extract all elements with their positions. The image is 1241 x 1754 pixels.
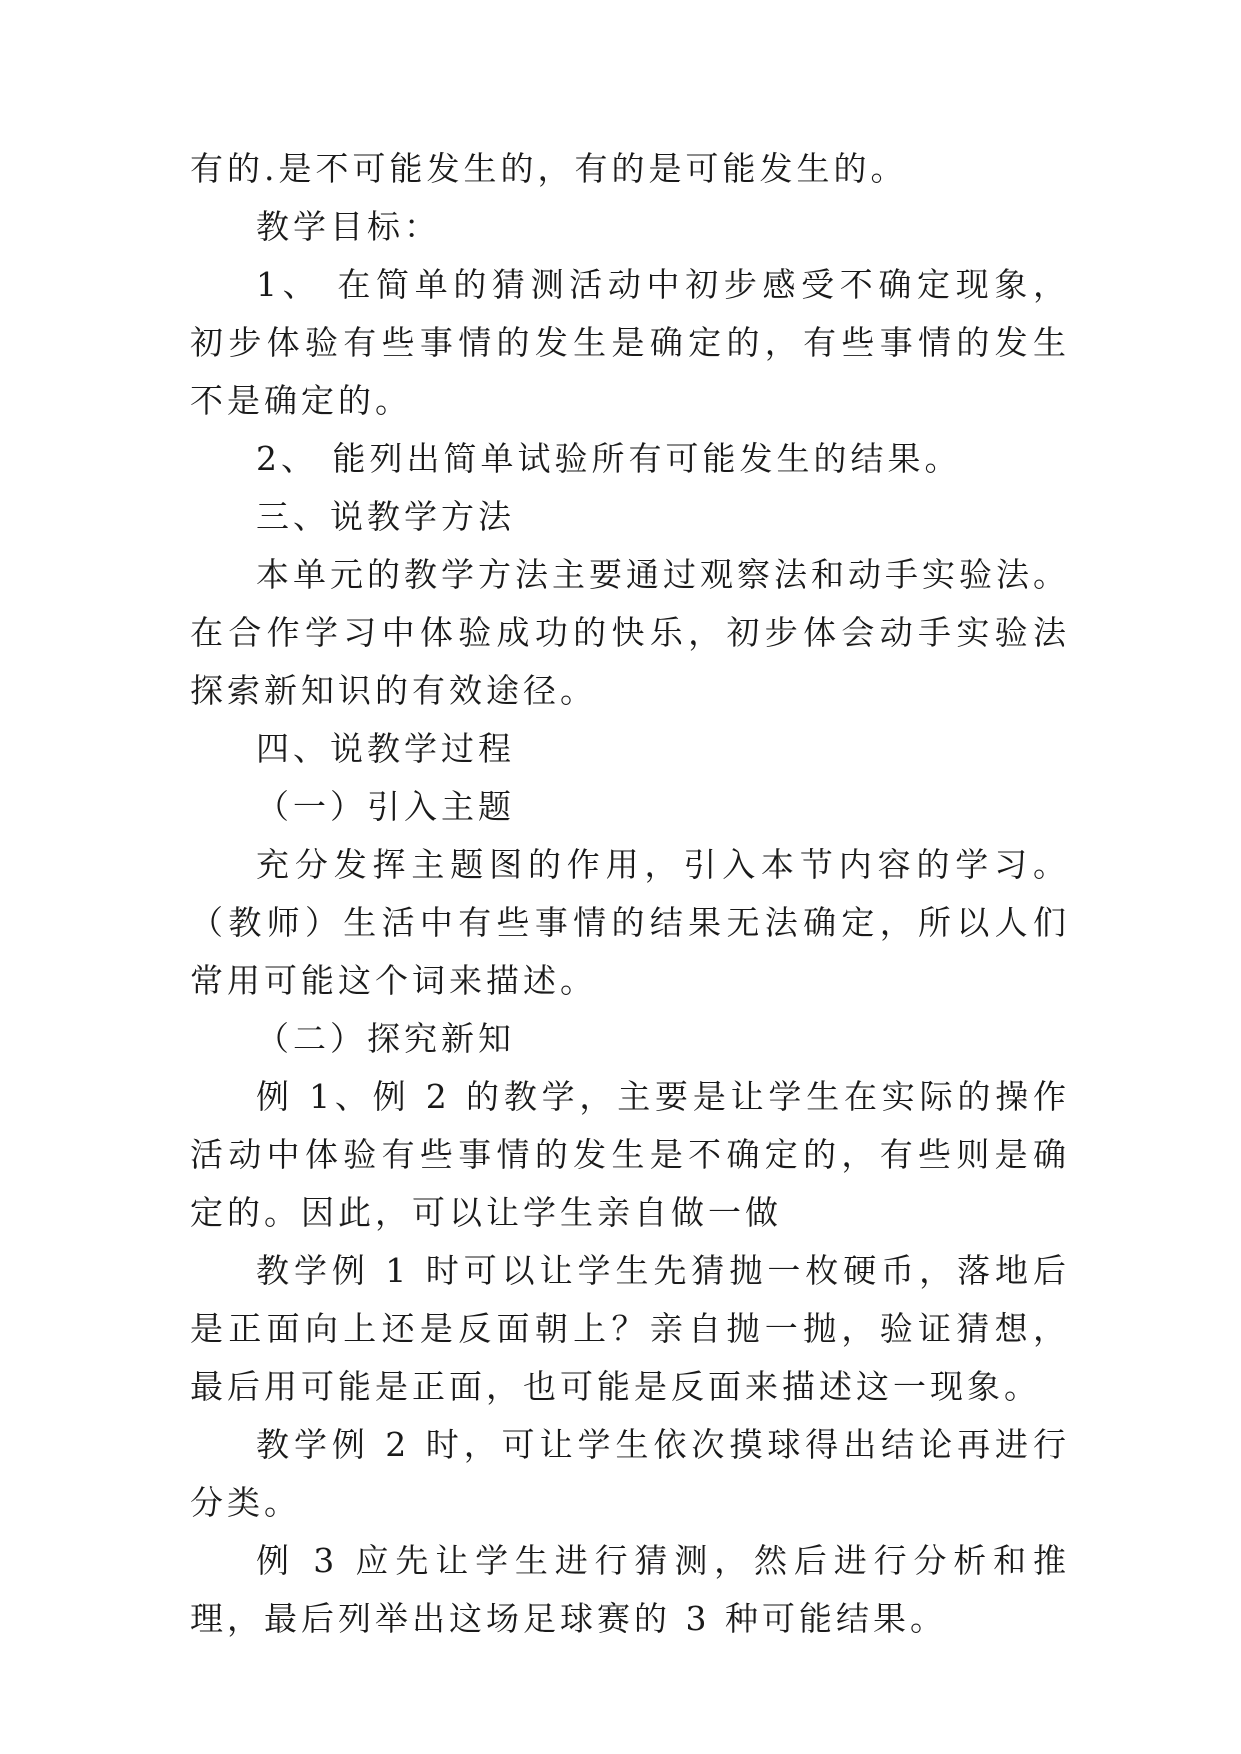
explore-paragraph-1: 例 1、例 2 的教学，主要是让学生在实际的操作活动中体验有些事情的发生是不确定的，有些则是确定的。因此，可以让学生亲自做一做 bbox=[190, 1077, 1070, 1232]
methods-paragraph: 本单元的教学方法主要通过观察法和动手实验法。在合作学习中体验成功的快乐，初步体会动手实验法探索新知识的有效途径。 bbox=[190, 555, 1070, 710]
explore-paragraph-2: 教学例 1 时可以让学生先猜抛一枚硬币，落地后是正面向上还是反面朝上？亲自抛一抛，验证猜想，最后用可能是正面，也可能是反面来描述这一现象。 bbox=[190, 1251, 1070, 1406]
section-heading-methods: 三、说教学方法 bbox=[256, 497, 515, 536]
subheading-explore-knowledge: （二）探究新知 bbox=[256, 1019, 515, 1058]
teaching-goals-heading: 教学目标： bbox=[256, 207, 441, 246]
explore-paragraph-3: 教学例 2 时，可让学生依次摸球得出结论再进行分类。 bbox=[190, 1425, 1070, 1522]
section-heading-process: 四、说教学过程 bbox=[256, 729, 515, 768]
subheading-introduce-topic: （一）引入主题 bbox=[256, 787, 515, 826]
goal-item-2: 2、 能列出简单试验所有可能发生的结果。 bbox=[256, 439, 962, 478]
document-page bbox=[190, 140, 1070, 1648]
explore-paragraph-4: 例 3 应先让学生进行猜测，然后进行分析和推理，最后列举出这场足球赛的 3 种可能结果。 bbox=[190, 1541, 1070, 1638]
paragraph-continuation: 有的.是不可能发生的，有的是可能发生的。 bbox=[190, 149, 908, 188]
introduce-topic-paragraph: 充分发挥主题图的作用，引入本节内容的学习。（教师）生活中有些事情的结果无法确定，所以人们常用可能这个词来描述。 bbox=[190, 845, 1070, 1000]
goal-item-1: 1、 在简单的猜测活动中初步感受不确定现象，初步体验有些事情的发生是确定的，有些事情的发生不是确定的。 bbox=[190, 265, 1070, 420]
